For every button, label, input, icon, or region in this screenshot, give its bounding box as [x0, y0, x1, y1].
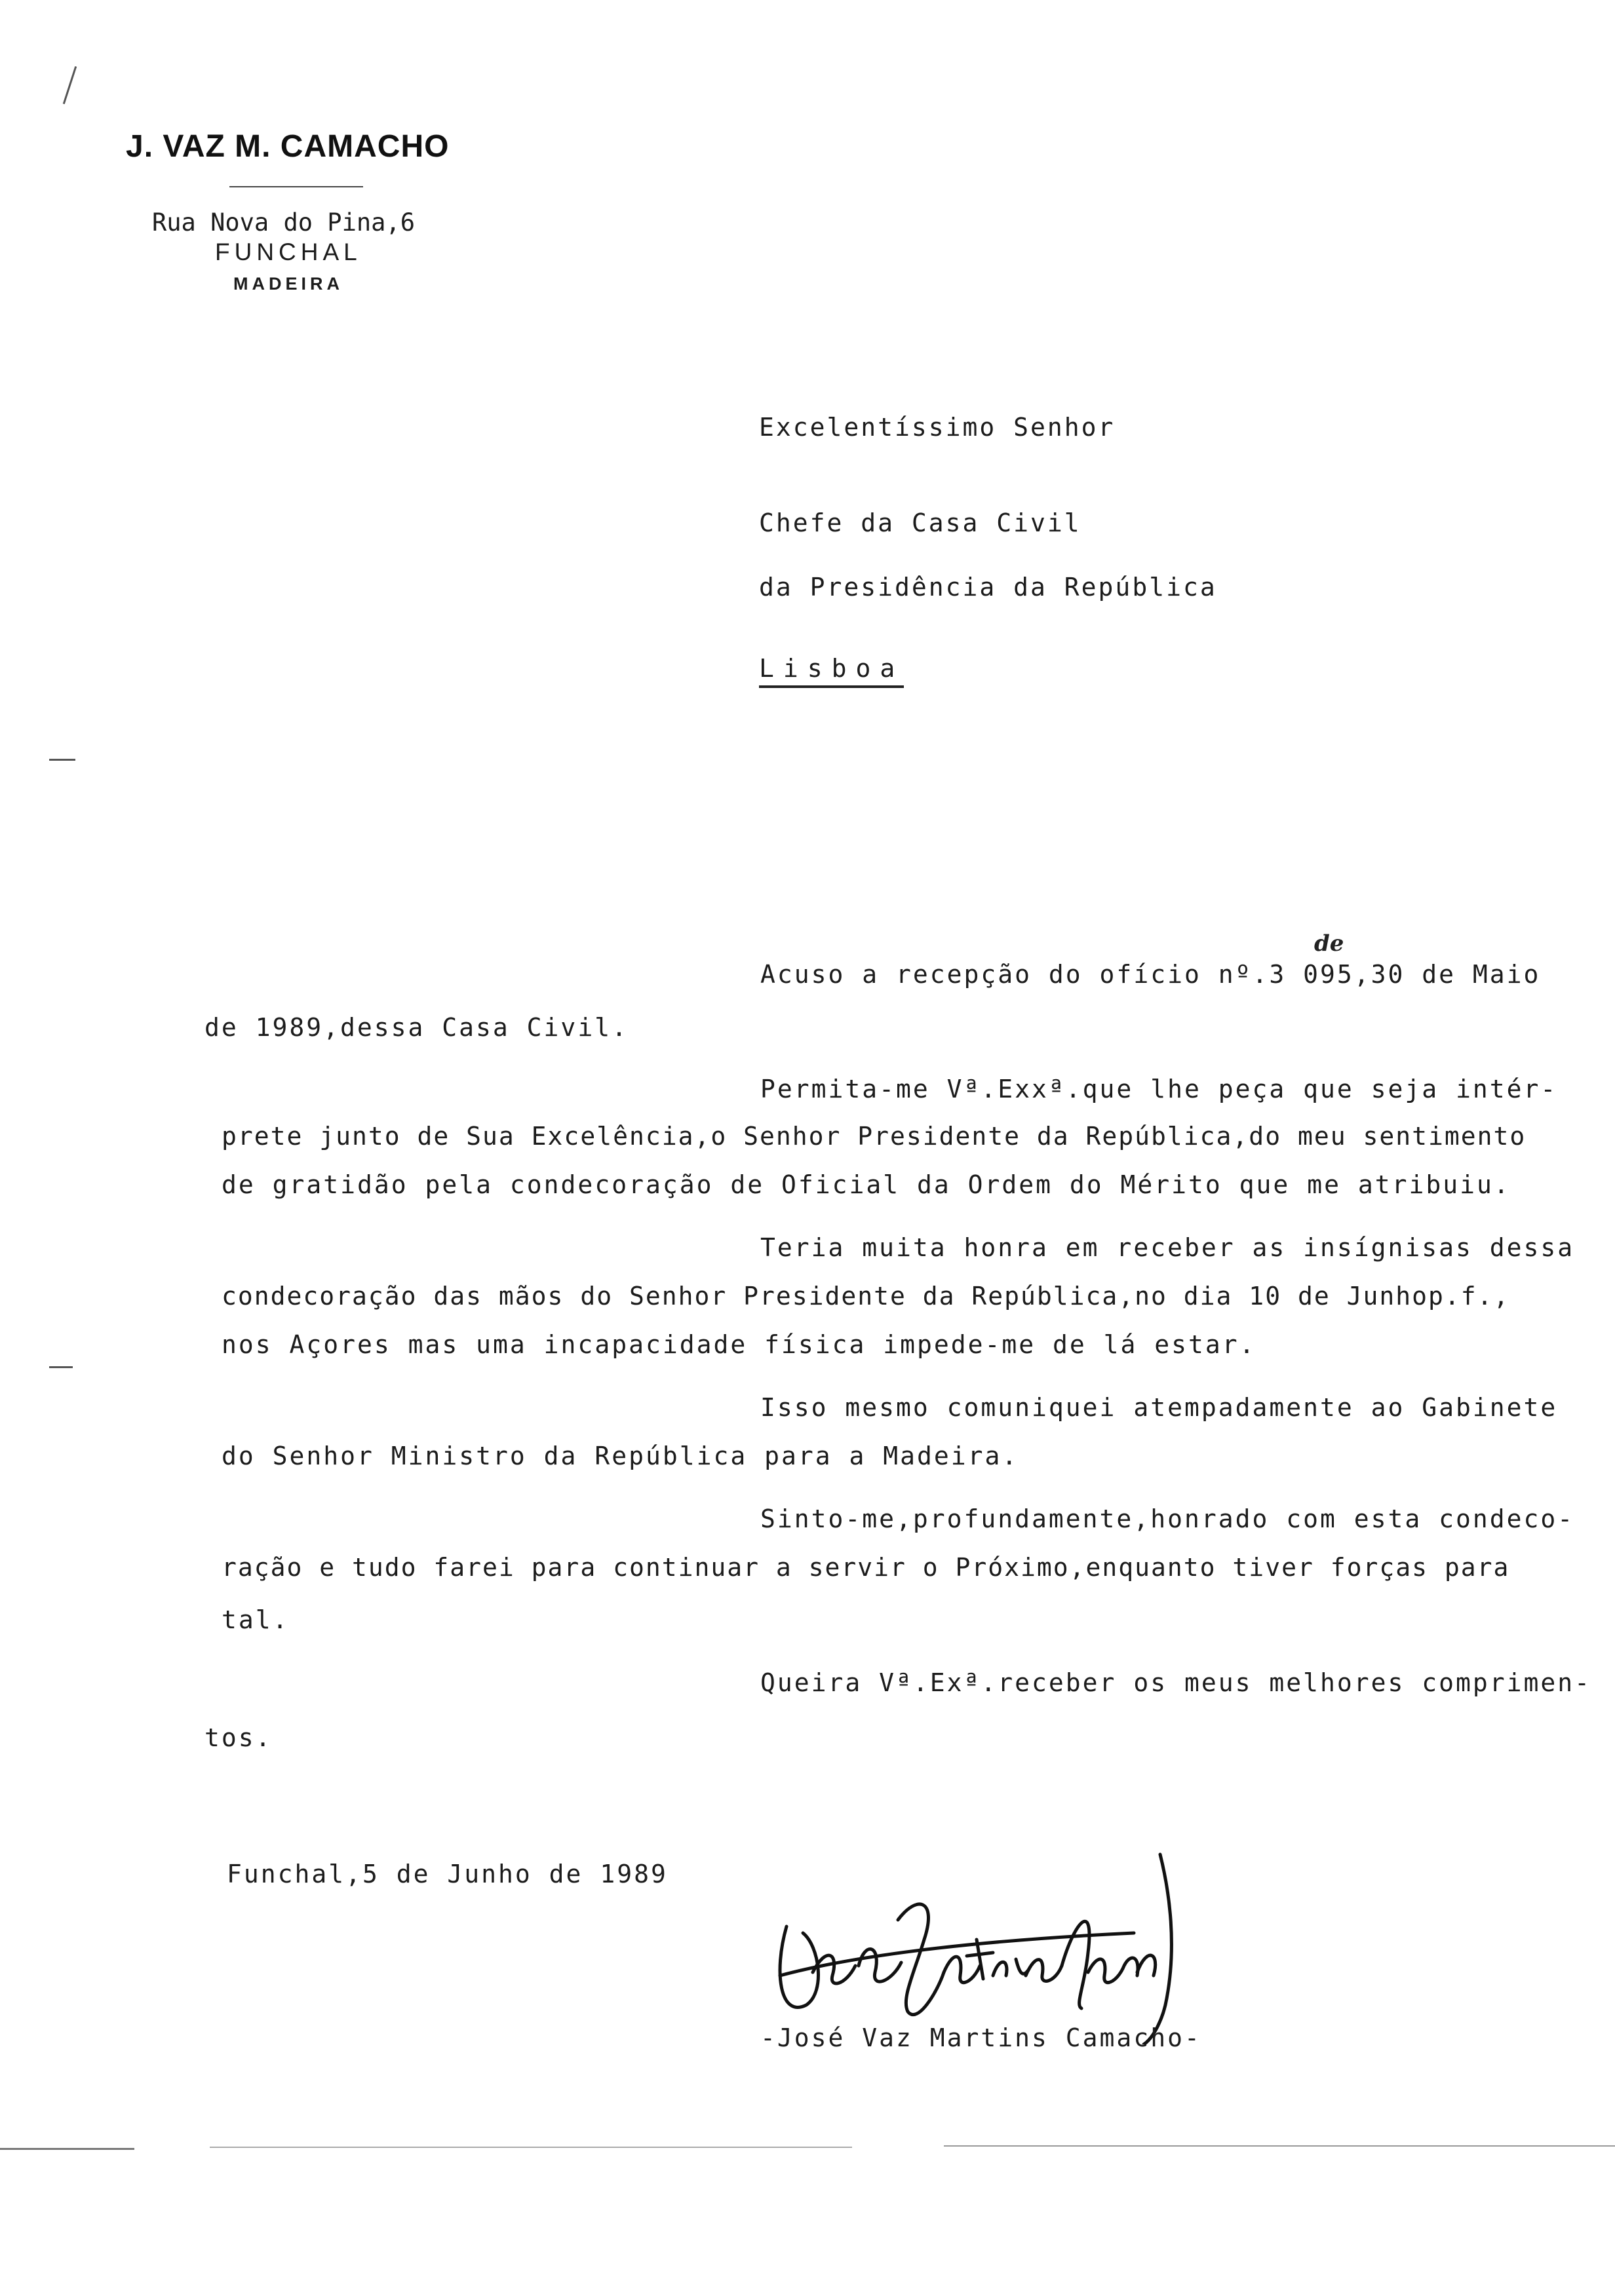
- addressee-city: Lisboa: [759, 654, 904, 688]
- addressee-salutation: Excelentíssimo Senhor: [759, 413, 1116, 442]
- bottom-scan-line: [210, 2147, 852, 2148]
- body-p2-line-2: prete junto de Sua Excelência,o Senhor Presidente da República,do meu sentimento: [222, 1122, 1527, 1151]
- body-p4-line-2: do Senhor Ministro da República para a Madeira.: [222, 1442, 1019, 1470]
- body-p6-line-1: Queira Vª.Exª.receber os meus melhores comprimen-: [760, 1668, 1592, 1697]
- margin-dash-mark: [49, 1366, 73, 1368]
- body-p5-line-1: Sinto-me,profundamente,honrado com esta condeco-: [760, 1504, 1575, 1533]
- letterhead-region: MADEIRA: [233, 274, 343, 294]
- body-p5-line-2: ração e tudo farei para continuar a servir o Próximo,enquanto tiver forças para: [222, 1553, 1510, 1582]
- margin-dash-mark: [49, 759, 75, 761]
- body-p3-line-3: nos Açores mas uma incapacidade física impede-me de lá estar.: [222, 1330, 1256, 1359]
- body-p5-line-3: tal.: [222, 1605, 290, 1634]
- body-p1-line-2: de 1989,dessa Casa Civil.: [204, 1013, 629, 1042]
- handwritten-annotation: de: [1314, 930, 1344, 957]
- letterhead-street: Rua Nova do Pina,6: [152, 208, 415, 237]
- body-p6-line-2: tos.: [204, 1723, 273, 1752]
- body-p3-line-1: Teria muita honra em receber as insígnisas dessa: [760, 1233, 1575, 1262]
- addressee-line-1: Chefe da Casa Civil: [759, 508, 1081, 537]
- letterhead-name: J. VAZ M. CAMACHO: [126, 129, 450, 164]
- signatory-name: -José Vaz Martins Camacho-: [760, 2023, 1201, 2052]
- addressee-line-2: da Presidência da República: [759, 573, 1217, 602]
- body-p2-line-3: de gratidão pela condecoração de Oficial da Ordem do Mérito que me atribuiu.: [222, 1170, 1511, 1199]
- bottom-scan-line: [0, 2148, 134, 2150]
- body-p2-line-1: Permita-me Vª.Exxª.que lhe peça que seja intér-: [760, 1075, 1558, 1103]
- bottom-scan-line: [944, 2145, 1615, 2147]
- body-p4-line-1: Isso mesmo comuniquei atempadamente ao Gabinete: [760, 1393, 1558, 1422]
- body-p1-line-1: Acuso a recepção do ofício nº.3 095,30 de Maio: [760, 960, 1541, 989]
- place-date: Funchal,5 de Junho de 1989: [227, 1860, 668, 1888]
- handwritten-signature: [767, 1841, 1193, 2044]
- body-p3-line-2: condecoração das mãos do Senhor Presidente da República,no dia 10 de Junhop.f.,: [222, 1282, 1510, 1311]
- margin-stroke-mark: [63, 66, 77, 104]
- letterhead-city: FUNCHAL: [215, 239, 362, 265]
- letterhead-divider: [229, 186, 363, 187]
